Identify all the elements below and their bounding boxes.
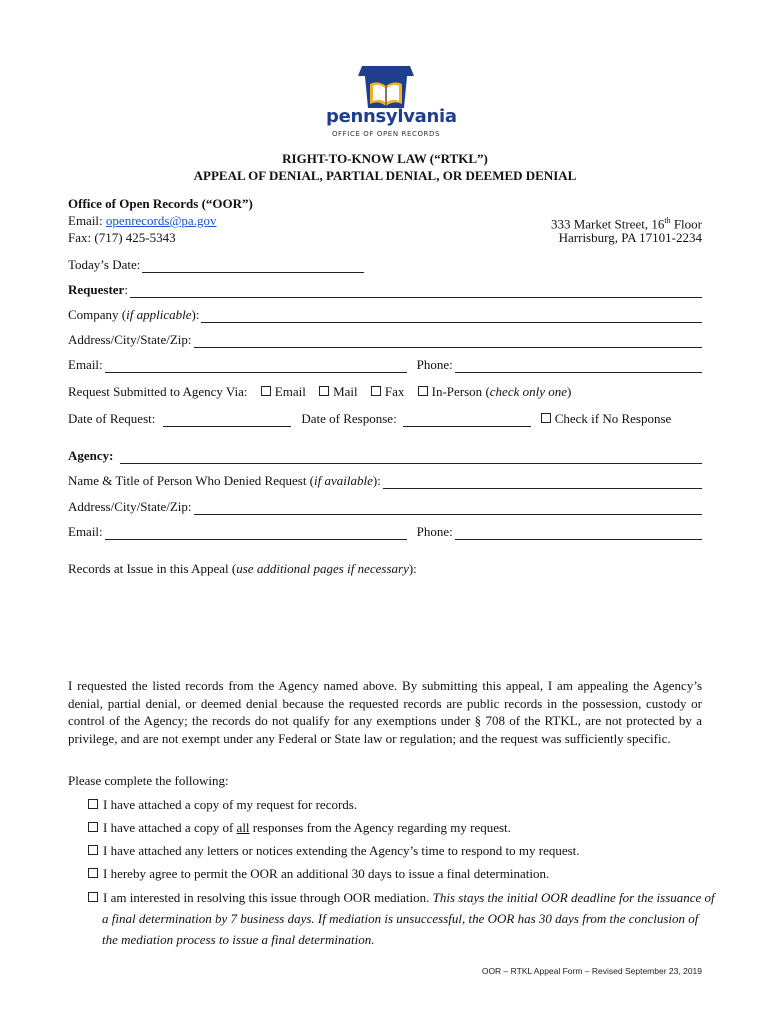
checklist-item-request-copy[interactable]: I have attached a copy of my request for records. [88, 795, 702, 814]
no-response-option[interactable]: Check if No Response [541, 411, 672, 427]
todays-date-field[interactable] [142, 261, 364, 273]
agency-address-label: Address/City/State/Zip: [68, 499, 192, 514]
agency-email-field[interactable] [105, 528, 407, 540]
submitted-via-row [68, 384, 571, 400]
agency-phone-field[interactable] [455, 528, 702, 540]
date-response-label: Date of Response: [301, 411, 397, 426]
no-response-checkbox[interactable] [541, 413, 551, 423]
oor-fax: Fax: (717) 425-5343 [68, 230, 176, 245]
oor-address-line2: Harrisburg, PA 17101-2234 [558, 230, 702, 245]
checklist-checkbox[interactable] [88, 845, 98, 855]
via-in-person-option[interactable]: In-Person [418, 384, 483, 399]
denier-row [68, 473, 702, 489]
requester-address-label: Address/City/State/Zip: [68, 332, 192, 347]
requester-phone-label: Phone: [416, 357, 453, 372]
checklist-checkbox[interactable] [88, 799, 98, 809]
keystone-book-icon [326, 64, 446, 112]
records-label: Records at Issue in this Appeal (use additional pages if necessary): [68, 561, 417, 576]
oor-street: 333 Market Street, 16 [550, 216, 665, 232]
agency-row [68, 448, 702, 464]
denier-field[interactable] [383, 477, 702, 489]
checklist-item-mediation[interactable]: I am interested in resolving this issue through OOR mediation. This stays the initial OOR deadline for the issuance of a final determination by 7 business days. If mediation is unsuccessful, the OOR has 30 days from the conclusion of the mediation process to issue a final determination. [88, 887, 716, 950]
submitted-via-label: Request Submitted to Agency Via: [68, 384, 248, 399]
requester-address-row [68, 332, 702, 348]
agency-email-label: Email: [68, 524, 103, 539]
oor-name: Office of Open Records (“OOR”) [68, 196, 253, 211]
agency-label: Agency: [68, 448, 114, 463]
requester-email-label: Email: [68, 357, 103, 372]
requester-colon: : [124, 282, 128, 297]
todays-date-label: Today’s Date: [68, 257, 141, 272]
requester-row [68, 282, 702, 298]
date-response-field[interactable] [403, 415, 531, 427]
company-label: Company (if applicable): [68, 307, 200, 322]
via-mail-option[interactable]: Mail [319, 384, 358, 399]
oor-email-label: Email: [68, 213, 106, 228]
requester-phone-field[interactable] [455, 361, 702, 373]
oor-floor: Floor [670, 216, 702, 232]
company-field[interactable] [201, 311, 702, 323]
todays-date-row [68, 257, 364, 273]
agency-contact-row [68, 524, 702, 540]
checklist-intro: Please complete the following: [68, 773, 229, 788]
logo-office: OFFICE OF OPEN RECORDS [331, 130, 441, 138]
requester-address-field[interactable] [194, 336, 703, 348]
form-footer: OOR – RTKL Appeal Form – Revised September 23, 2019 [481, 966, 702, 976]
pa-logo [326, 64, 457, 142]
oor-email-link[interactable]: openrecords@pa.gov [105, 213, 217, 228]
dates-row [68, 411, 702, 427]
appeal-statement: I requested the listed records from the Agency named above. By submitting this appeal, I am appealing the Agency’s denial, partial denial, or deemed denial because the requested records are public records in the possession, custody or control of the Agency; the records do not qualify for any exemptions under § 708 of the RTKL, are not protected by a privilege, and are not exempt under any Federal or State law or regulation; and the request was sufficiently specific. [68, 678, 702, 746]
logo-state: pennsylvania [326, 106, 457, 127]
via-email-checkbox[interactable] [261, 386, 271, 396]
requester-contact-row [68, 357, 702, 373]
checklist-item-responses-copy[interactable]: I have attached a copy of all responses from the Agency regarding my request. [88, 818, 702, 837]
via-fax-option[interactable]: Fax [371, 384, 405, 399]
via-in-person-checkbox[interactable] [418, 386, 428, 396]
form-title-line2: APPEAL OF DENIAL, PARTIAL DENIAL, OR DEEMED DENIAL [193, 168, 577, 183]
requester-field[interactable] [130, 286, 702, 298]
via-note: (check only one) [485, 384, 572, 399]
oor-street-sup: th [664, 216, 671, 225]
oor-email-line [68, 213, 216, 229]
denier-label: Name & Title of Person Who Denied Request (if available): [68, 473, 381, 488]
checklist-item-additional-days[interactable]: I hereby agree to permit the OOR an additional 30 days to issue a final determination. [88, 864, 702, 883]
date-request-field[interactable] [163, 415, 291, 427]
requester-label: Requester [68, 282, 125, 297]
checklist-item-extension-letters[interactable]: I have attached any letters or notices extending the Agency’s time to respond to my request. [88, 841, 702, 860]
requester-email-field[interactable] [105, 361, 407, 373]
agency-address-field[interactable] [194, 503, 703, 515]
agency-address-row [68, 499, 702, 515]
via-email-option[interactable]: Email [261, 384, 306, 399]
date-request-label: Date of Request: [68, 411, 156, 426]
records-textarea[interactable] [68, 582, 702, 672]
form-title-line1: RIGHT-TO-KNOW LAW (“RTKL”) [282, 151, 488, 166]
via-mail-checkbox[interactable] [319, 386, 329, 396]
checklist-checkbox[interactable] [88, 868, 98, 878]
agency-phone-label: Phone: [416, 524, 453, 539]
checklist-checkbox[interactable] [88, 822, 98, 832]
via-fax-checkbox[interactable] [371, 386, 381, 396]
checklist-checkbox[interactable] [88, 892, 98, 902]
company-row [68, 307, 702, 323]
agency-field[interactable] [120, 452, 703, 464]
